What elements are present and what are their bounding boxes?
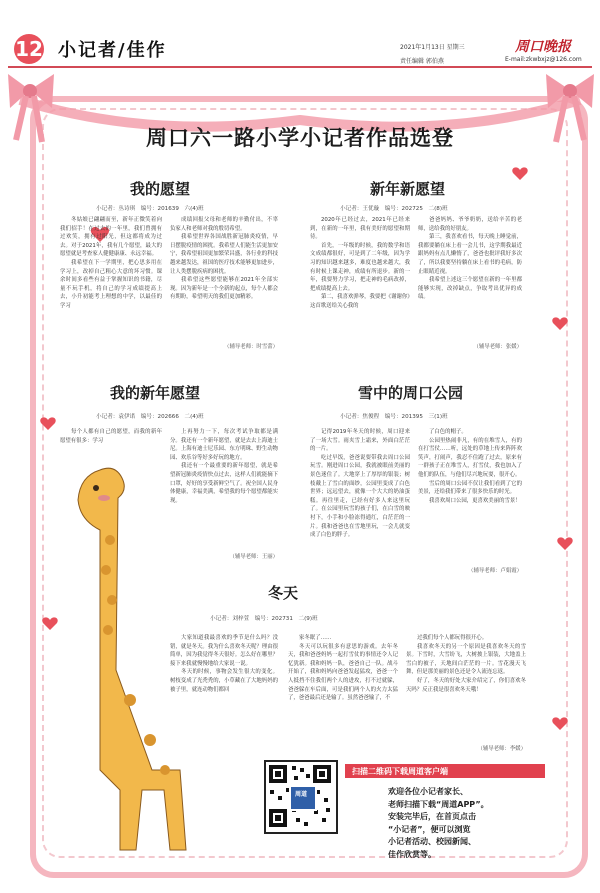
contact-email: E-mail:zkwbxjz@126.com bbox=[505, 56, 582, 63]
paragraph: 我喜欢冬天的另一个原因是我喜欢冬天的雪景。下雪时，大雪纷飞，大树披上银装，大地盖上雪白的被子，天地间白茫茫的一片。雪花漫天飞舞，但是那美丽的景色还是令人流连忘返。 bbox=[406, 643, 526, 676]
promo-line: 安装完毕后，在首页点击 bbox=[388, 812, 476, 821]
article-5-col-1 bbox=[170, 634, 278, 694]
article-1-teacher: （辅导老师：时雪蕾） bbox=[224, 344, 278, 350]
paragraph: 记得2019年冬天的时候，周口迎来了一场大雪。雨夹雪上霜来，外面白茫茫的一片。 bbox=[310, 429, 410, 453]
article-4-title: 雪中的周口公园 bbox=[358, 384, 464, 402]
paragraph: 我希望在下一学期里，把心思多用在学习上，改掉自己粗心大意的坏习惯。课余时间多看些有益于掌握知识的书籍，尽量不玩手机，将自己的学习成绩提高上去，小升初能考上理想的中学，以最佳的学习 bbox=[60, 259, 162, 309]
article-1-col-2 bbox=[170, 216, 278, 302]
paragraph: 过我们每个人都玩得很开心。 bbox=[417, 635, 488, 641]
article-5-title: 冬天 bbox=[268, 584, 299, 602]
paragraph: 冬天可以玩很多有意思的游戏。去年冬天，我和爸爸妈妈一起打雪仗的事情还令人记忆犹新。我和妈妈一队，爸爸自己一队。战斗开始了，我和妈妈向爸爸发起猛攻，爸爸一个人抵挡不住我们两个人的进攻，打不过就躲，爸爸躲在车后面，可是我们两个人的火力太猛了，爸爸最后还是输了。虽然爸爸输了，不 bbox=[288, 643, 398, 702]
article-3-teacher: （辅导老师：王丽） bbox=[229, 554, 278, 560]
paragraph: 冬姑娘已翩翩而至，新年正微笑着向我们招手！在过去的一年里，我们曾拥有过欢笑，拥有过阳光，但这都将成为过去。对于2021年，我有几个愿望，最大的愿望就是考查家人健健康康、永远幸福。 bbox=[60, 217, 162, 258]
article-3-byline: 小记者：袁伊诺 编号：202666 二(4)班 bbox=[96, 414, 204, 420]
article-2-teacher: （辅导老师：张媛） bbox=[473, 344, 522, 350]
editor-credit: 责任编辑 郭伯燕 bbox=[400, 58, 444, 65]
article-2-title: 新年新愿望 bbox=[370, 180, 446, 198]
article-2-col-1 bbox=[310, 216, 410, 311]
promo-text bbox=[388, 786, 538, 861]
article-3-title: 我的新年愿望 bbox=[110, 384, 201, 402]
promo-line: 欢迎各位小记者家长、 bbox=[388, 787, 468, 796]
paragraph: 我喜欢周口公园，更喜欢美丽的雪景！ bbox=[429, 497, 521, 504]
section-title: 小记者/佳作 bbox=[58, 40, 167, 61]
paragraph: 吃过早饭，爸爸说要带我去周口公园玩雪。刚进周口公园，我就被眼前美丽的景色迷住了。大地穿上了厚厚的银装；树枝戴上了雪白的面纱，公园里变成了白色世界；远远望去，就像一个大大的奶油蛋糕。再往里走，已经有好多人来这里玩了。在公园里玩雪的孩子们，在白雪的映衬下，小手和小脸冻得通红，白茫茫的一片。我和爸爸也在雪地里玩，一会儿就变成了白色的胖子。 bbox=[310, 454, 410, 539]
paragraph: 雪后的周口公园不仅让我们看到了它的美景，还给我们带来了很多快乐的时光。 bbox=[418, 480, 522, 496]
paragraph: 好了，冬天的好处大家介绍完了，你们喜欢冬天吗？反正我是很喜欢冬天哦！ bbox=[406, 677, 526, 693]
article-3-col-1 bbox=[60, 428, 162, 445]
article-5-col-2 bbox=[288, 634, 398, 703]
promo-banner-text: 扫描二维码下载周道客户端 bbox=[352, 767, 448, 776]
promo-line: 小记者活动、校园新闻、 bbox=[388, 837, 476, 846]
article-2-byline: 小记者：王优璇 编号：202725 二(8)班 bbox=[340, 206, 448, 212]
newspaper-logo: 周口晚报 bbox=[515, 39, 571, 55]
article-5-col-3 bbox=[406, 634, 526, 694]
paragraph: 成绩回报父母和老师的辛勤付出，不辜负家人和老师对我的殷切希望。 bbox=[170, 217, 278, 232]
article-4-col-1 bbox=[310, 428, 410, 540]
paragraph: 家冬眠了…… bbox=[299, 635, 332, 641]
paragraph: 2020年已经过去，2021年已经来到，在新的一年里，我有美好的愿望和期待。 bbox=[310, 217, 410, 241]
promo-line: “小记者”，便可以浏览 bbox=[388, 824, 471, 834]
paragraph: 第二，我喜欢弹琴，我要把《谢谢你》这首歌送给关心我的 bbox=[310, 294, 410, 309]
article-1-title: 我的愿望 bbox=[130, 180, 191, 198]
paragraph: 爸爸妈妈、爷爷奶奶，送给辛苦的老师，送给我的好朋友。 bbox=[418, 217, 522, 232]
promo-line: 佳作欣赏等。 bbox=[388, 849, 436, 859]
paragraph: 每个人都有自己的愿望，而我的新年愿望有很多：学习 bbox=[60, 429, 162, 444]
article-1-byline: 小记者：丛诗琪 编号：201639 六(4)班 bbox=[96, 206, 204, 212]
article-2-col-2 bbox=[418, 216, 522, 302]
article-3-col-2 bbox=[170, 428, 278, 505]
paragraph: 我希望上述这三个愿望在新的一年里都能够实现，改掉缺点，争取考出优异的成绩。 bbox=[418, 277, 522, 301]
paragraph: 了白色的帽子。 bbox=[429, 429, 467, 435]
paragraph: 大家知道我最喜欢的季节是什么吗？没错，就是冬天。我为什么喜欢冬天呢？理由很简单，因为我觉得冬天很好。怎么好在哪里？接下来我就慢慢地给大家说一说。 bbox=[170, 635, 278, 667]
qr-center-text: 周道 bbox=[294, 791, 307, 798]
promo-line: 老师扫描下载“周道APP”。 bbox=[388, 799, 489, 809]
paragraph: 我希望这些愿望能够在2021年全部实现。因为新年是一个全新的起点，每个人都会有期盼，希望明天的我们更加精彩。 bbox=[170, 277, 278, 301]
page-number: 12 bbox=[15, 37, 43, 61]
main-headline: 周口六一路小学小记者作品选登 bbox=[146, 126, 454, 150]
paragraph: 公园里热闹非凡，有的在堆雪人，有的在打雪仗……听，远处的草地上传来阵阵欢笑声，打闹声，我忍不住跑了过去，原来有一群孩子正在堆雪人，打雪仗，我也加入了他们的队伍，与他们尽兴地玩耍，很开心。 bbox=[418, 437, 522, 478]
paragraph: 我希望世界各国战胜新冠肺炎疫情，早日摆脱疫情的困扰。我希望人们能生活更加安宁，我希望祖国更加繁荣昌盛，各行业的科技越来越发达，祖国的医疗技术能够更加进步，让人类摆脱疾病的困扰。 bbox=[170, 234, 278, 275]
paragraph: 冬天的时候，事物会发生很大的变化。树枝变成了光秃秃的，小草藏在了大地妈妈的被子里，就连动物们都回 bbox=[170, 669, 278, 693]
issue-date: 2021年1月13日 星期三 bbox=[400, 44, 465, 51]
paragraph: 我还有一个最重要的新年愿望，就是希望新冠肺炎疫情快点过去，这样人们就能摘下口罩，好好的享受新鲜空气了。祝全国人民身体健康，幸福美满，希望我的每个愿望都能实现。 bbox=[170, 463, 278, 504]
article-4-col-2 bbox=[418, 428, 522, 505]
article-4-teacher: （辅导老师：卢娟霞） bbox=[468, 568, 522, 574]
article-4-byline: 小记者：焦俊程 编号：201395 三(1)班 bbox=[340, 414, 448, 420]
article-5-teacher: （辅导老师：李媛） bbox=[477, 746, 526, 752]
paragraph: 第三，我喜欢看书，每天晚上睡觉前，我都要躺在床上看一会儿书，这学期我最近跟妈妈有点儿懒惰了，爸爸也批评我好多次了，所以我要坚持躺在床上看书的毛病，防止眼睛近视。 bbox=[418, 234, 522, 275]
article-1-col-1 bbox=[60, 216, 162, 311]
paragraph: 上再努力一下，每次考试争取都是满分。我还有一个新年愿望，就是去去上海迪士尼。上海有迪士尼乐园、东方明珠、野生动物园、欢乐谷等好多好玩的地方。 bbox=[170, 429, 278, 461]
article-5-byline: 小记者：刘梓萱 编号：202731 二(9)班 bbox=[210, 616, 318, 622]
paragraph: 首先，一年级的时候，我的数学和语文成绩都很好，可是到了二年级，因为学习的知识越来越多，难度也越来越大，我有时候上课走神，成绩有所退步。新的一年，我要努力学习，把走神的毛病改掉，把成绩提高上去。 bbox=[310, 242, 410, 292]
